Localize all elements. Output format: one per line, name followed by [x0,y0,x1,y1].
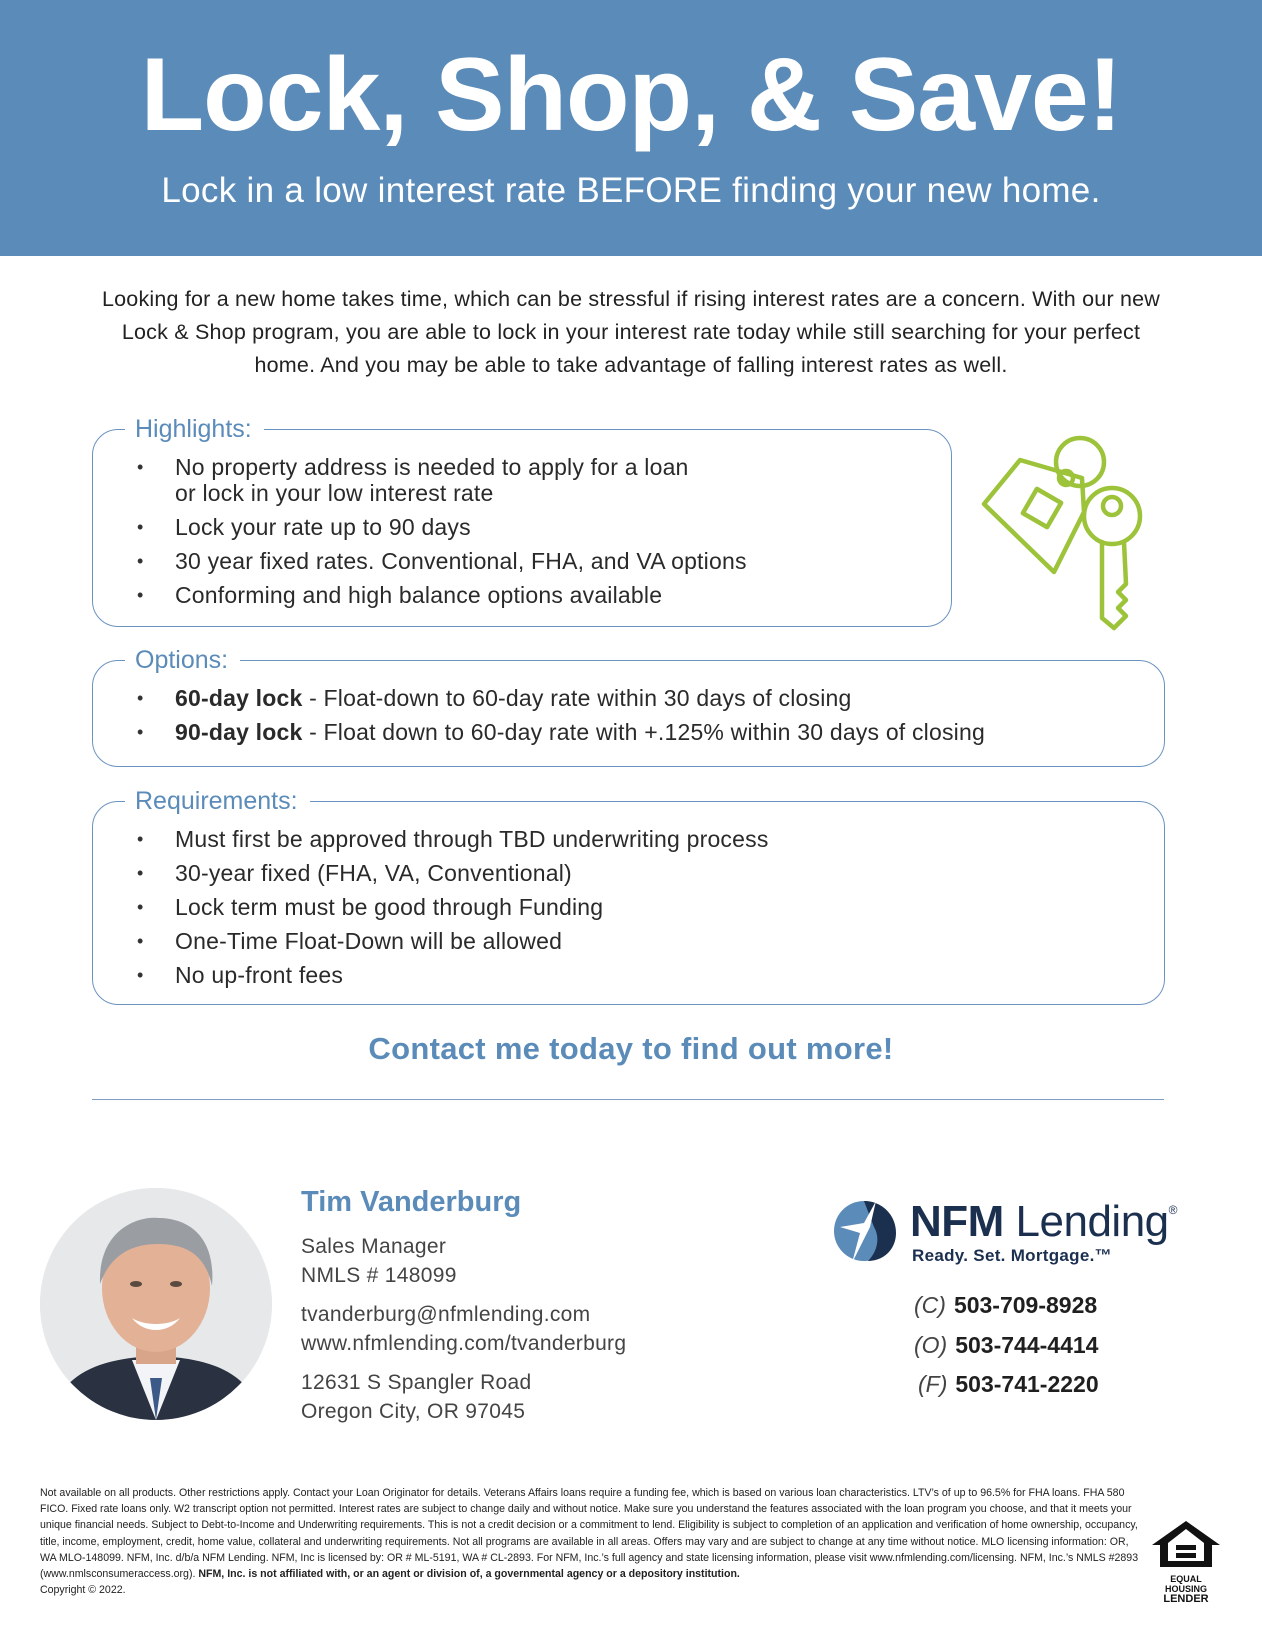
list-item [133,582,931,608]
list-item-text: Conforming and high balance options available [175,582,663,608]
ehl-line1: EQUAL HOUSING [1164,1574,1207,1594]
phone-fax[interactable] [918,1371,1099,1398]
agent-photo [40,1188,272,1420]
list-item [133,962,1144,988]
bullet: • [137,457,144,477]
page-subtitle: Lock in a low interest rate BEFORE finding your new home. [161,171,1101,210]
option-text: - Float down to 60-day rate with +.125% within 30 days of closing [302,719,985,745]
legal-disclaimer [40,1485,1140,1598]
phone-number: 503-709-8928 [953,1292,1098,1318]
call-to-action: Contact me today to find out more! [368,1031,894,1066]
requirements-box [92,787,1165,1005]
agent-nmls: NMLS # 148099 [301,1264,457,1287]
ehl-line2: LENDER [1163,1593,1209,1605]
option-term: 60-day lock [175,685,303,711]
requirements-list [133,826,1144,996]
list-item-text: 30 year fixed rates. Conventional, FHA, and VA options [175,548,747,574]
options-title: Options: [125,645,240,675]
bullet: • [137,517,144,537]
equal-housing-icon [1150,1519,1222,1569]
equal-housing-lender [1150,1519,1222,1605]
agent-title: Sales Manager [301,1235,447,1258]
bullet: • [137,931,144,951]
house-key-icon [978,432,1162,632]
logo-brand-rest: Lending [1003,1197,1169,1246]
list-item [133,928,1144,954]
requirements-title: Requirements: [125,786,310,816]
list-item-text: No property address is needed to apply for a loan or lock in your low interest rate [175,454,689,506]
bullet: • [137,965,144,985]
list-item [133,514,931,540]
nfm-lending-logo [830,1193,1200,1273]
logo-brand-bold: NFM [910,1197,1004,1246]
list-item-text: Must first be approved through TBD underwriting process [175,826,769,852]
disclaimer-bold: NFM, Inc. is not affiliated with, or an agent or division of, a governmental agency or a depository institution. [198,1568,740,1581]
agent-address-line2: Oregon City, OR 97045 [301,1400,526,1423]
divider [92,1099,1164,1100]
phone-office[interactable] [914,1332,1098,1359]
phone-number: 503-744-4414 [955,1332,1099,1358]
list-item-text: No up-front fees [175,962,344,988]
header-banner [0,0,1262,256]
highlights-title: Highlights: [125,414,264,444]
phone-label: (F) [918,1371,948,1397]
phone-label: (C) [914,1292,946,1318]
options-box [92,646,1165,767]
agent-name: Tim Vanderburg [301,1186,522,1218]
bullet: • [137,688,144,708]
bullet: • [137,585,144,605]
bullet: • [137,897,144,917]
bullet: • [137,863,144,883]
bullet: • [137,829,144,849]
list-item-text: Lock your rate up to 90 days [175,514,471,540]
list-item [133,454,695,506]
highlights-box [92,415,952,627]
copyright: Copyright © 2022. [40,1584,126,1597]
agent-website[interactable]: www.nfmlending.com/tvanderburg [301,1332,627,1355]
bullet: • [137,551,144,571]
options-list [133,685,1144,753]
list-item [133,894,1144,920]
phone-cell[interactable] [914,1292,1097,1319]
list-item-text: 30-year fixed (FHA, VA, Conventional) [175,860,572,886]
list-item [133,685,1144,711]
list-item [133,548,931,574]
list-item-text: One-Time Float-Down will be allowed [175,928,563,954]
nfm-bird-logo-icon [830,1193,902,1265]
bullet: • [137,722,144,742]
intro-paragraph: Looking for a new home takes time, which can be stressful if rising interest rates are a concern. With our new Lock & Shop program, you are able to lock in your interest rate today while still searching for your perfect home. And you may be able to take advantage of falling interest rates as well. [101,287,1161,377]
list-item [133,826,1144,852]
highlights-list [133,454,931,616]
option-term: 90-day lock [175,719,303,745]
page-title: Lock, Shop, & Save! [140,37,1122,153]
logo-wordmark [910,1197,1177,1247]
disclaimer-text: Not available on all products. Other restrictions apply. Contact your Loan Originator for details. Veterans Affairs loans require a funding fee, which is based on various loan characteristics. LTV’s of up to 96.5% for FHA loans. FHA 580 FICO. Fixed rate loans only. W2 transcript option not permitted. Interest rates are subject to change daily and without notice. Make sure you understand the features associated with the loan program you choose, and that it meets your unique financial needs. Subject to Debt-to-Income and Underwriting requirements. This is not a credit decision or a commitment to lend. Eligibility is subject to completion of an application and verification of home ownership, occupancy, title, income, employment, credit, home value, collateral and underwriting requirements. Not all programs are available in all areas. Offers may vary and are subject to change at any time without notice. MLO licensing information: OR, WA MLO-148099. NFM, Inc. d/b/a NFM Lending. NFM, Inc is licensed by: OR # ML-5191, WA # CL-2893. For NFM, Inc.’s full agency and state licensing information, please visit www.nfmlending.com/licensing. NFM, Inc.’s NMLS #2893 (www.nmlsconsumeraccess.org). [40,1487,1139,1581]
logo-tagline: Ready. Set. Mortgage.™ [912,1246,1112,1265]
phone-number: 503-741-2220 [955,1371,1099,1397]
phone-label: (O) [914,1332,948,1358]
list-item [133,860,1144,886]
list-item [133,719,1144,745]
agent-email[interactable]: tvanderburg@nfmlending.com [301,1303,591,1326]
agent-address-line1: 12631 S Spangler Road [301,1371,532,1394]
logo-registered: ® [1168,1203,1177,1217]
list-item-text: Lock term must be good through Funding [175,894,604,920]
option-text: - Float-down to 60-day rate within 30 days of closing [302,685,852,711]
